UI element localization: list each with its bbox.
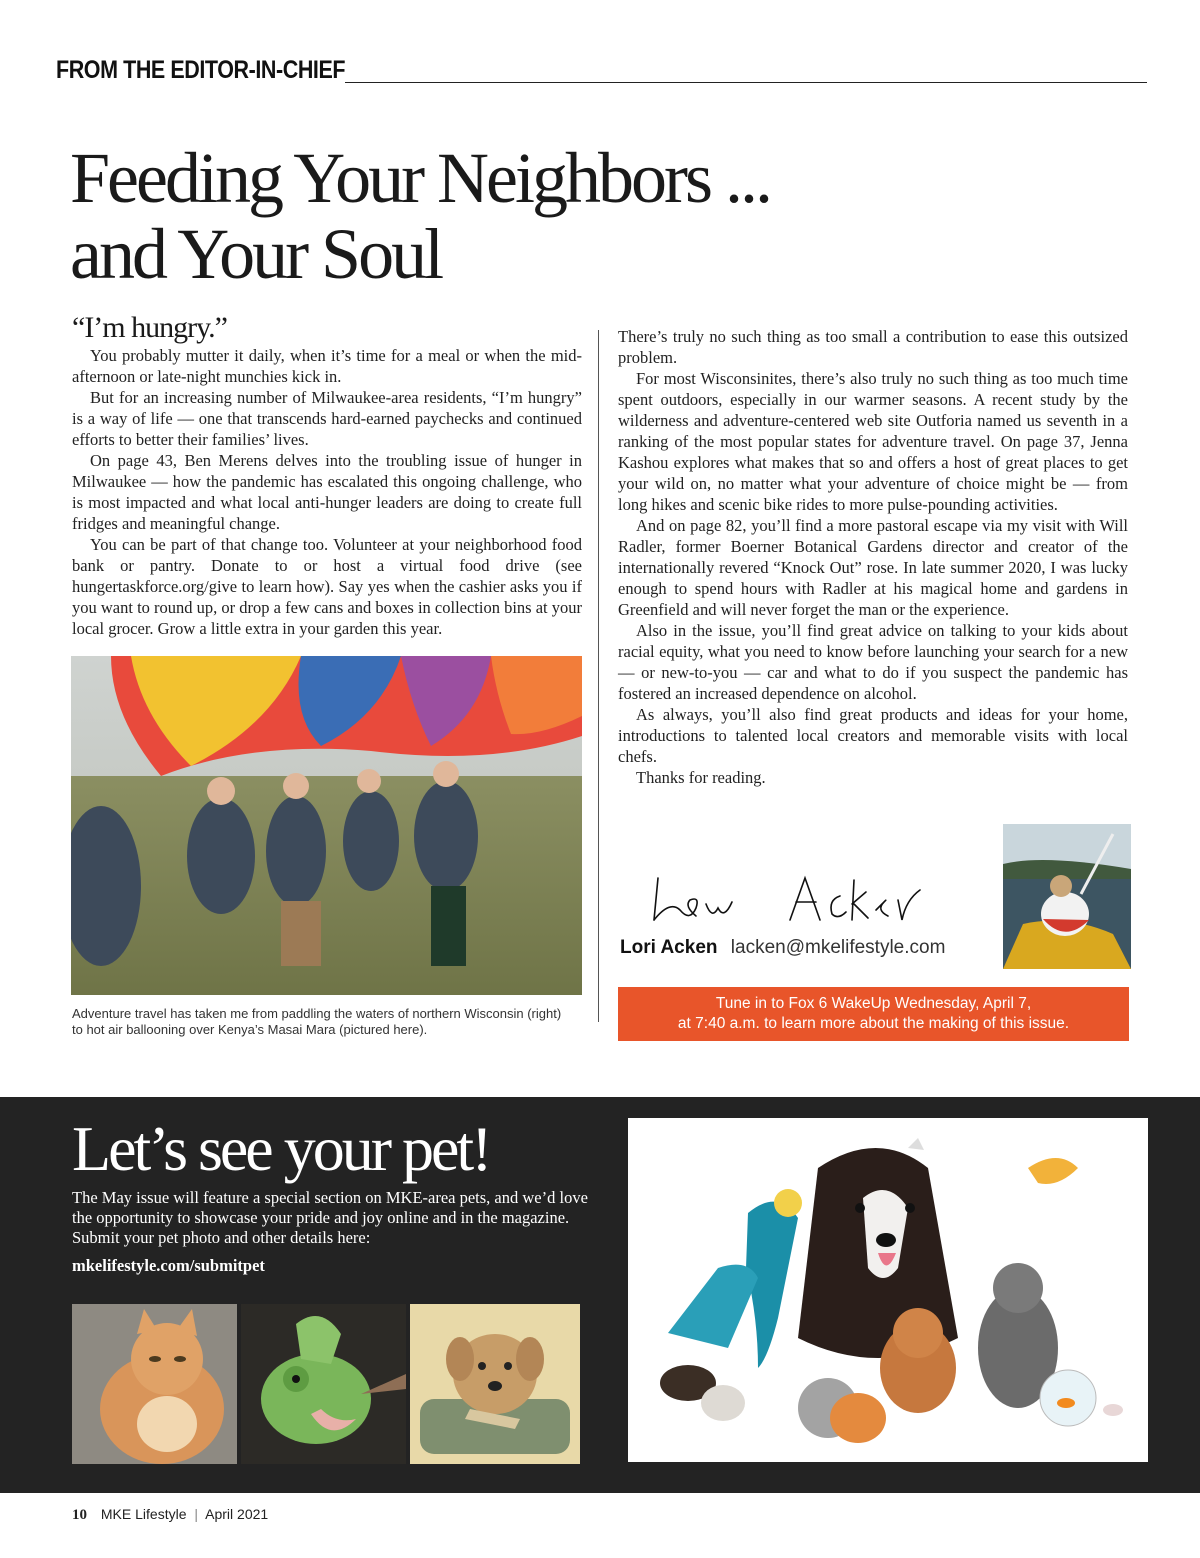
issue-date: April 2021 xyxy=(205,1506,269,1522)
column-divider xyxy=(598,330,599,1022)
cat-photo xyxy=(72,1304,237,1464)
photo-caption: Adventure travel has taken me from paddling the waters of northern Wisconsin (right) to hot air ballooning over Kenya’s Masai Mara (pictured here). xyxy=(72,1006,562,1037)
paragraph: There’s truly no such thing as too small a contribution to ease this outsized problem. xyxy=(618,327,1128,367)
signature xyxy=(640,860,940,930)
lede-quote: “I’m hungry.” xyxy=(72,311,227,344)
banner-line-2: at 7:40 a.m. to learn more about the making of this issue. xyxy=(677,1015,1070,1032)
dog-photo xyxy=(410,1304,580,1464)
article-column-left xyxy=(72,345,582,639)
author-email[interactable]: lacken@mkelifestyle.com xyxy=(730,937,946,958)
banner-line-1: Tune in to Fox 6 WakeUp Wednesday, April 7, xyxy=(715,995,1032,1012)
section-rule xyxy=(345,82,1147,83)
paragraph: For most Wisconsinites, there’s also truly no such thing as too much time spent outdoors, especially in our warmer seasons. A recent study by the wilderness and adventure-centered web site Outforia named us seventh in a ranking of the most popular states for adventure travel. On page 37, Jenna Kashou explores what makes that so and offers a host of great places to get your wild on, no matter what your adventure of choice might be — from long hikes and scenic bike rides to more pulse-pounding activities. xyxy=(618,369,1128,514)
page-footer xyxy=(72,1506,268,1524)
paragraph: You can be part of that change too. Volunteer at your neighborhood food bank or pantry. Donate to or host a virtual food drive (see hungertaskforce.org/give to learn how). Say yes when the cashier asks you if you want to round up, or drop a few cans and boxes in collection bins at your local grocer. Grow a little extra in your garden this year. xyxy=(72,535,583,638)
author-signoff xyxy=(620,937,945,959)
submit-pet-link[interactable]: mkelifestyle.com/submitpet xyxy=(72,1256,265,1275)
chameleon-photo xyxy=(241,1304,406,1464)
paragraph: But for an increasing number of Milwaukee-area residents, “I’m hungry” is a way of life — one that transcends hard-earned paychecks and continued efforts to better their families’ lives. xyxy=(72,388,582,449)
section-label: FROM THE EDITOR-IN-CHIEF xyxy=(56,56,346,84)
author-name: Lori Acken xyxy=(620,937,718,958)
tv-promo-banner xyxy=(618,987,1129,1041)
headline-line-2: and Your Soul xyxy=(70,214,442,294)
paragraph: As always, you’ll also find great products and ideas for your home, introductions to talented local creators and memorable visits with local chefs. xyxy=(618,705,1128,766)
footer-separator: | xyxy=(194,1506,199,1522)
page-number: 10 xyxy=(72,1507,87,1523)
pets-group-photo xyxy=(628,1118,1148,1462)
paragraph: On page 43, Ben Merens delves into the troubling issue of hunger in Milwaukee — how the pandemic has escalated this ongoing challenge, who is most impacted and what local anti-hunger leaders are doing to create full fridges and meaningful change. xyxy=(72,451,582,533)
paragraph: And on page 82, you’ll find a more pastoral escape via my visit with Will Radler, former Boerner Botanical Gardens director and creator of the internationally revered “Knock Out” rose. In late summer 2020, I was lucky enough to spend hours with Radler at his magical home and gardens in Greenfield and will never forget the man or the experience. xyxy=(618,516,1128,619)
headline-line-1: Feeding Your Neighbors ... xyxy=(70,138,771,218)
paragraph: Also in the issue, you’ll find great advice on talking to your kids about racial equity, what you need to know before launching your search for a new — or new-to-you — car and what to do if you suspect the pandemic has fostered an increased dependence on alcohol. xyxy=(618,621,1128,703)
kayak-photo xyxy=(1003,824,1131,969)
paragraph: You probably mutter it daily, when it’s time for a meal or when the mid-afternoon or late-night munchies kick in. xyxy=(72,346,582,386)
paragraph: Thanks for reading. xyxy=(636,768,766,787)
pet-section-title: Let’s see your pet! xyxy=(72,1113,490,1184)
headline xyxy=(70,140,970,292)
article-column-right xyxy=(618,326,1128,788)
pet-section-text: The May issue will feature a special section on MKE-area pets, and we’d love the opportunity to showcase your pride and joy online and in the magazine. Submit your pet photo and other details here: xyxy=(72,1188,588,1247)
publication-name: MKE Lifestyle xyxy=(100,1506,187,1522)
balloon-photo xyxy=(71,656,582,995)
